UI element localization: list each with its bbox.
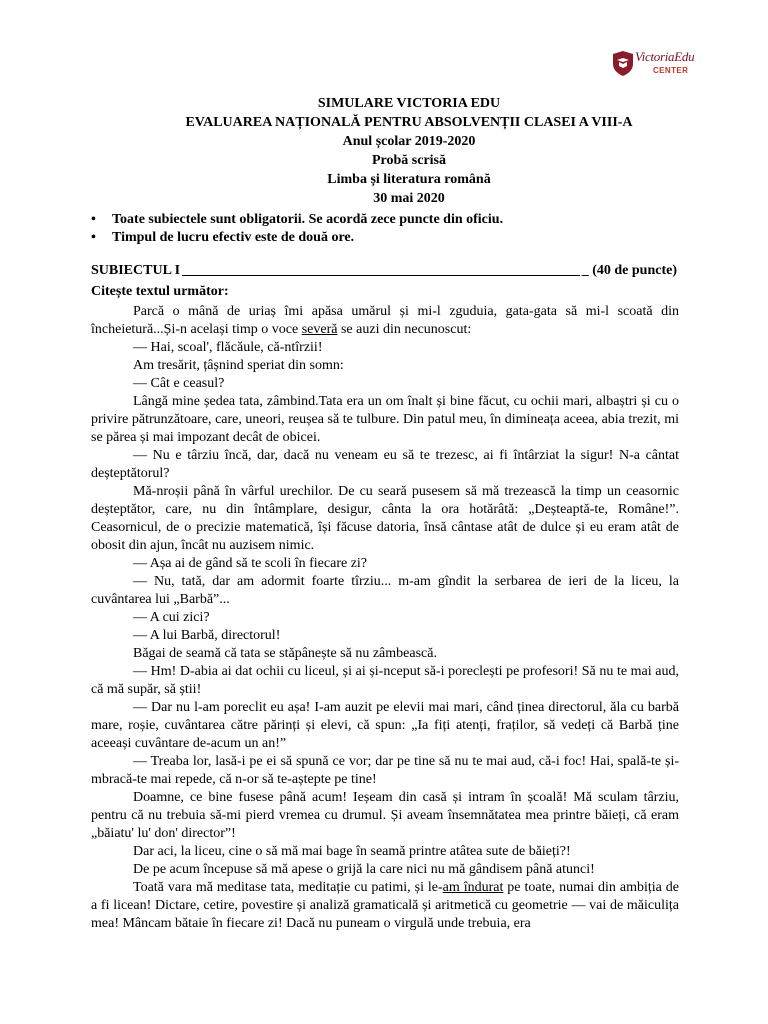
paragraph: Dar aci, la liceu, cine o să mă mai bage în seamă printre atâtea sute de băieți?! <box>133 844 571 859</box>
reading-text <box>91 303 679 933</box>
paragraph: — Treaba lor, lasă-i pe ei să spună ce vor; dar pe tine să nu te mai aud, că-i foc! Hai, spală-te și-mbracă-te mai repede, că n-or să te-aștepte pe tine! <box>91 754 679 787</box>
paragraph: Lângă mine ședea tata, zâmbind.Tata era un om înalt și bine făcut, cu ochii mari, albaștri și cu o privire pătrunzătoare, care, uneori, reușea să te tulbure. Din patul meu, în dimineața aceea, abia trezit, mi se părea și mai impozant decât de obicei. <box>91 394 679 445</box>
header-line-3: Anul școlar 2019-2020 <box>342 134 476 149</box>
paragraph: — Nu, tată, dar am adormit foarte tîrziu... m-am gîndit la serbarea de ieri de la liceu, la cuvântarea lui „Barbă”... <box>91 574 679 607</box>
paragraph: Băgai de seamă că tata se stăpânește să nu zâmbească. <box>133 646 437 661</box>
paragraph: — Nu e târziu încă, dar, dacă nu veneam eu să te trezesc, ai fi întârziat la sigur! N-a cântat deșteptătorul? <box>91 448 679 481</box>
header-line-4: Probă scrisă <box>371 153 446 168</box>
paragraph: Am tresărit, țâșnind speriat din somn: <box>133 358 344 373</box>
logo-subtitle: CENTER <box>653 66 689 75</box>
header-line-1: SIMULARE VICTORIA EDU <box>317 96 501 111</box>
header-line-5: Limba și literatura română <box>327 172 491 187</box>
paragraph: — A cui zici? <box>133 610 210 625</box>
paragraph: — Hai, scoal', flăcăule, că-ntîrzii! <box>133 340 323 355</box>
header-line-6: 30 mai 2020 <box>373 191 445 206</box>
exam-header <box>0 94 768 208</box>
shield-icon <box>611 51 635 77</box>
paragraph: — Hm! D-abia ai dat ochii cu liceul, și ai și-nceput să-i poreclești pe profesori! Să nu te mai aud, că mă supăr, să știi! <box>91 664 679 697</box>
section-underline <box>182 274 580 276</box>
victoria-edu-logo <box>611 48 695 80</box>
reading-instruction: Citește textul următor: <box>91 284 229 299</box>
logo-brand: VictoriaEdu <box>635 49 695 64</box>
paragraph: De pe acum începuse să mă apese o grijă la care nici nu mă gândisem până atunci! <box>133 862 595 877</box>
paragraph: — Cât e ceasul? <box>133 376 225 391</box>
paragraph: Doamne, ce bine fusese până acum! Ieșeam din casă și intram în școală! Mă sculam târziu, pentru că nu trebuia să-mi pierd vremea cu drumul. Și aveam însemnătatea mea printre băieți, că eram „băiatu' lu' don' director”! <box>91 790 679 841</box>
header-line-2: EVALUAREA NAȚIONALĂ PENTRU ABSOLVENȚII CLASEI A VIII-A <box>185 115 633 130</box>
underlined-phrase: am îndurat <box>442 880 504 895</box>
rule-item: • Timpul de lucru efectiv este de două ore. <box>91 229 691 247</box>
exam-rules <box>91 211 691 247</box>
paragraph: Parcă o mână de uriaș îmi apăsa umărul și mi-l zguduia, gata-gata să mi-l scoată din încheietură...Și-n același timp o voce severă se auzi din necunoscut: <box>91 304 679 337</box>
paragraph: — A lui Barbă, directorul! <box>133 628 281 643</box>
section-title: SUBIECTUL I <box>91 263 181 278</box>
paragraph: Mă-nroșii până în vârful urechilor. De cu seară pusesem să mă trezească la timp un ceasornic deșteptător, care, nu din întâmplare, desigur, cânta la ora hotărâtă: „Deșteaptă-te, Române!”. Ceasornicul, de o precizie matematică, își făcuse datoria, însă cântase atât de dulce și eu eram atât de obosit din ajun, încât nu auzisem nimic. <box>91 484 679 553</box>
section-points: _ (40 de puncte) <box>581 263 677 278</box>
underlined-word: severă <box>301 322 338 337</box>
rule-item: • Toate subiectele sunt obligatorii. Se acordă zece puncte din oficiu. <box>91 211 691 229</box>
paragraph: Toată vara mă meditase tata, meditație cu patimi, și le-am îndurat pe toate, numai din ambiția de a fi licean! Dictare, cetire, povestire și analiză gramaticală și aritmetică cu geometrie — vai de măiculița mea! Mâncam bătaie în fiecare zi! Dacă nu puneam o virgulă unde trebuia, era <box>91 880 679 931</box>
paragraph: — Dar nu l-am poreclit eu așa! I-am auzit pe elevii mai mari, când ținea directorul, ăla cu barbă mare, roșie, cuvântarea către părinți și elevi, că spun: „Ia fiți atenți, fraților, să vedeți că Barbă ține aceeași cuvântare de-acum un an!” <box>91 700 679 751</box>
paragraph: — Așa ai de gând să te scoli în fiecare zi? <box>133 556 368 571</box>
section-heading <box>91 263 677 279</box>
